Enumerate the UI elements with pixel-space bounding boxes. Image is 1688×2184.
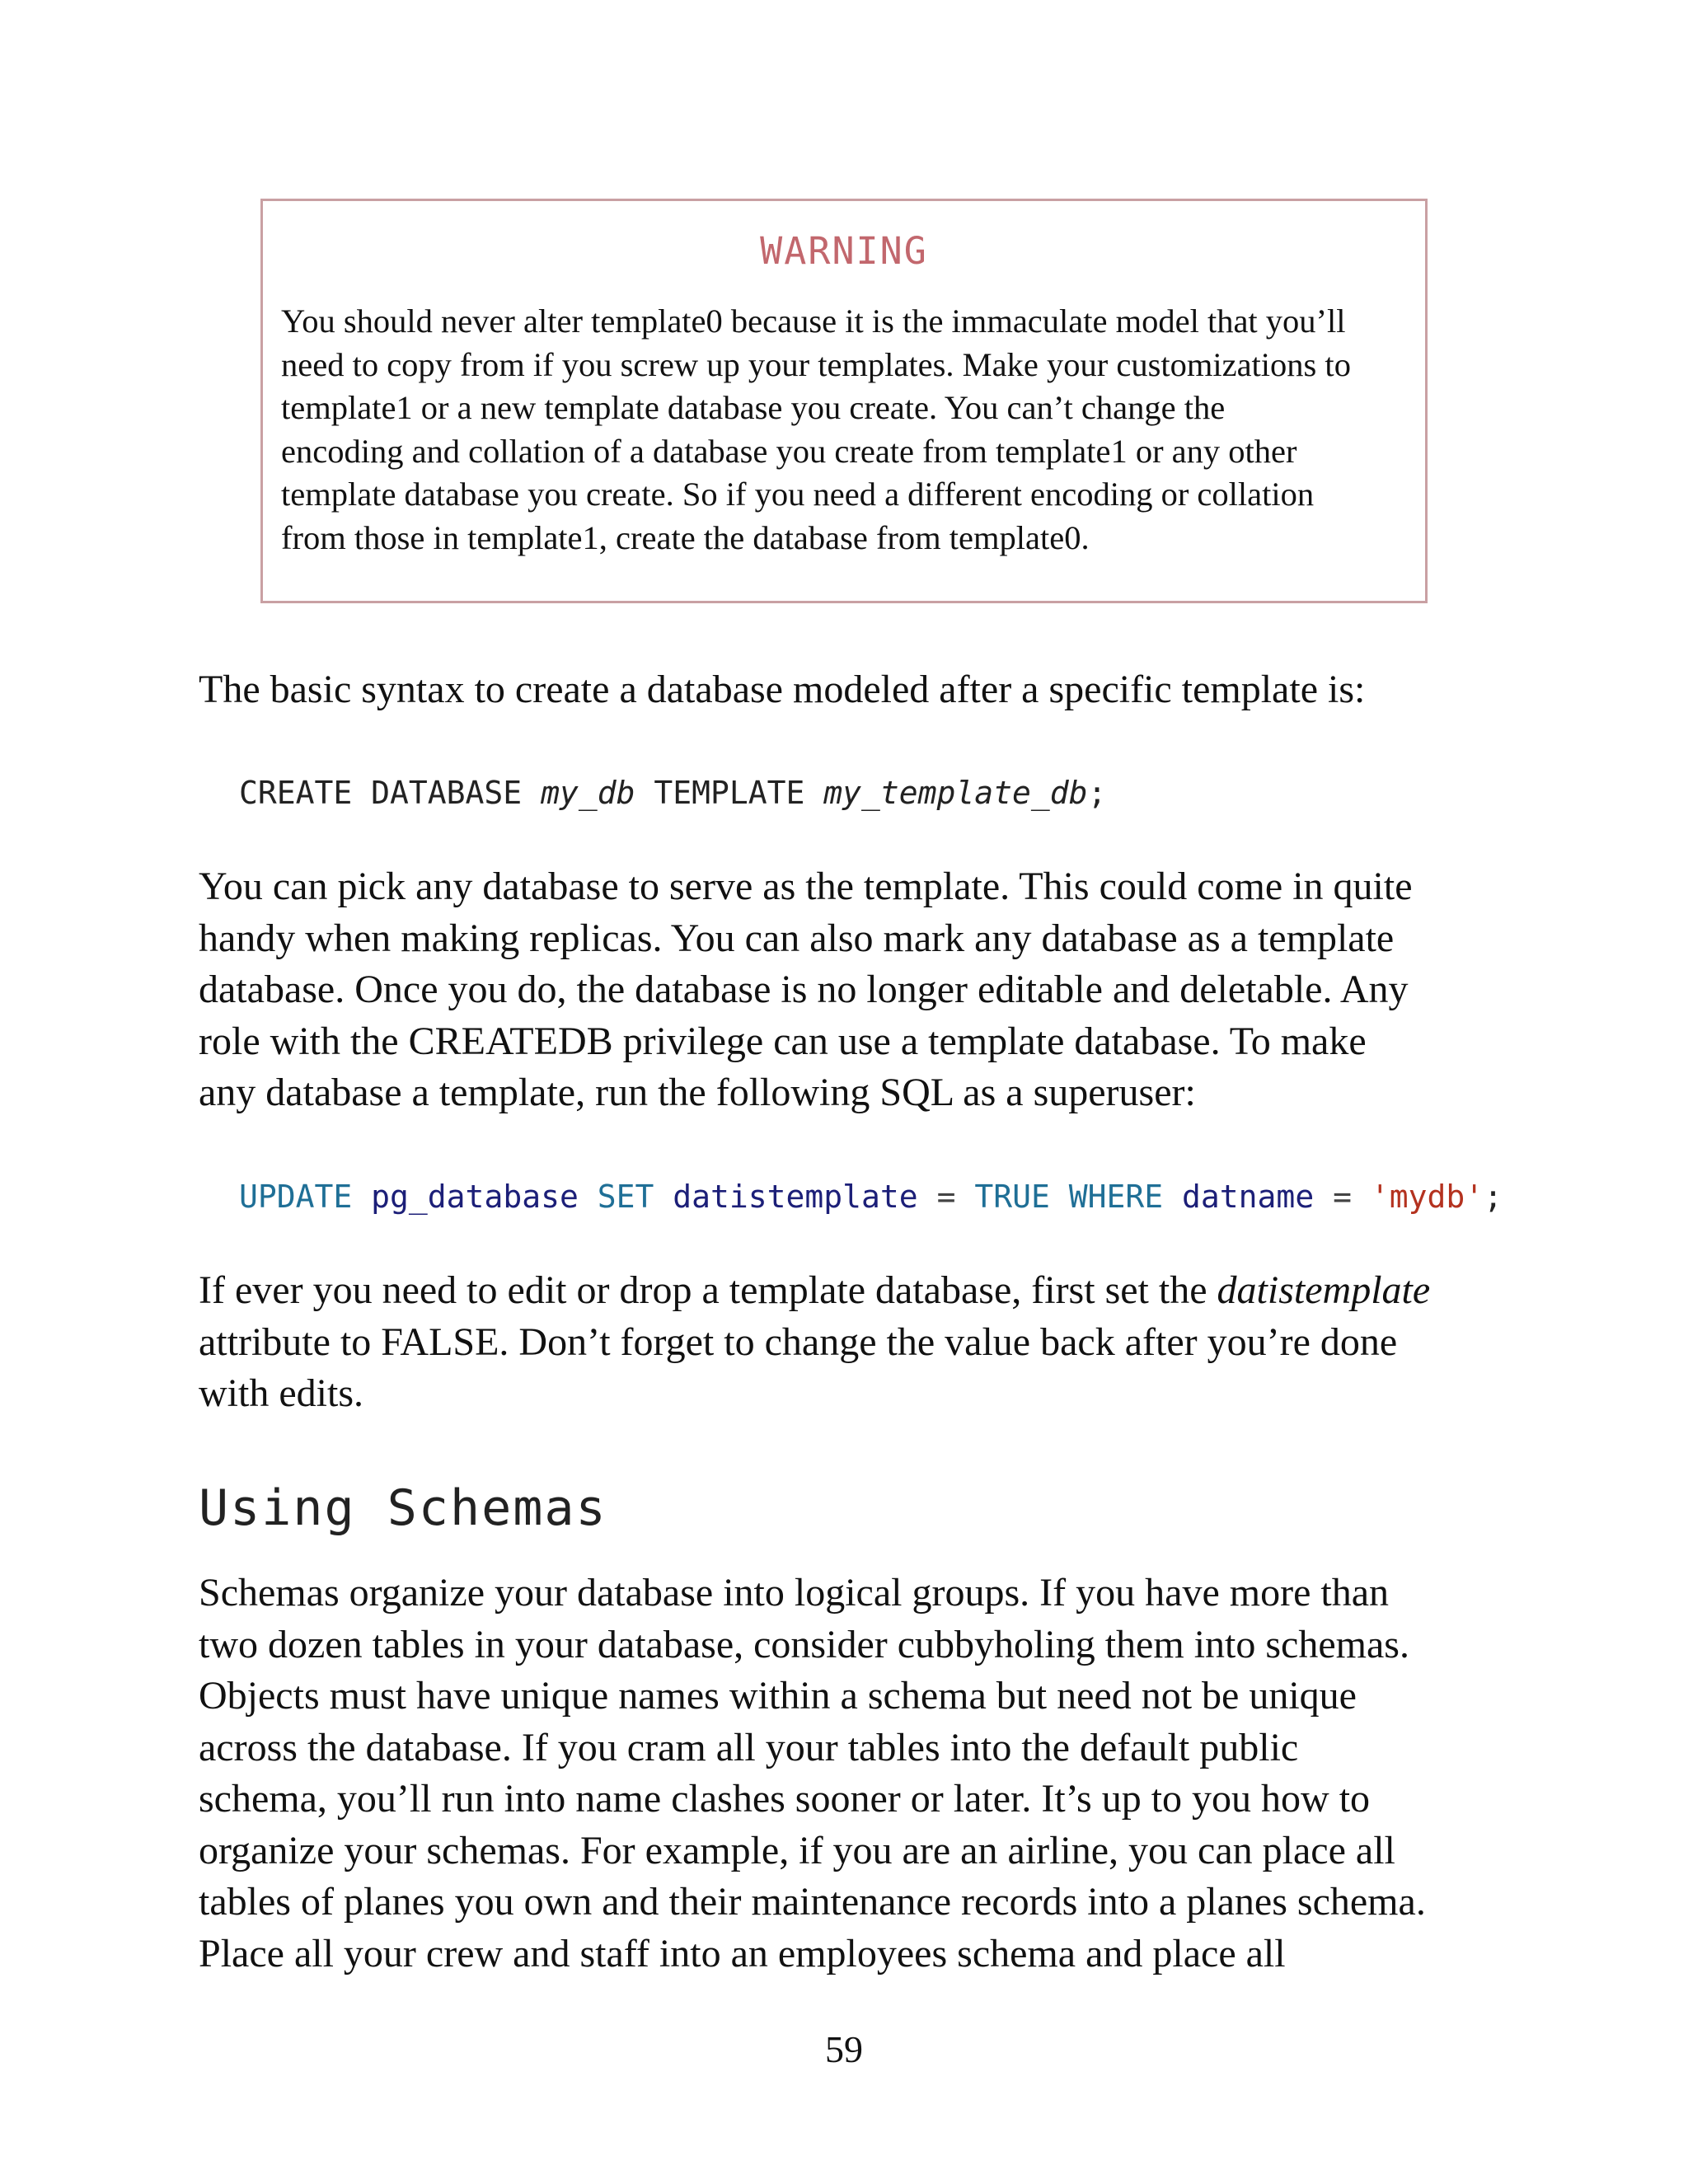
code-update-pg-database	[239, 1176, 1503, 1217]
paragraph-line: any database a template, run the following SQL as a superuser:	[199, 1071, 1196, 1114]
code-keyword: SET	[597, 1179, 654, 1215]
page-number: 59	[825, 2028, 863, 2070]
paragraph-line: organize your schemas. For example, if you are an airline, you can place all	[199, 1828, 1395, 1872]
paragraph-line	[199, 1265, 1430, 1317]
section-heading: Using Schemas	[199, 1479, 607, 1537]
warning-line: encoding and collation of a database you create from template1 or any other	[281, 432, 1297, 470]
code-terminator: ;	[1484, 1179, 1503, 1215]
code-keyword: WHERE	[1068, 1179, 1164, 1215]
paragraph-line: attribute to FALSE. Don’t forget to change the value back after you’re done	[199, 1319, 1398, 1364]
warning-title: WARNING	[760, 229, 928, 273]
code-keyword: UPDATE	[239, 1179, 353, 1215]
code-keyword: CREATE DATABASE	[239, 775, 523, 811]
warning-body	[281, 300, 1418, 560]
paragraph-line: Schemas organize your database into logical groups. If you have more than	[199, 1571, 1390, 1615]
paragraph-line: with edits.	[199, 1371, 363, 1415]
code-identifier: pg_database	[371, 1179, 579, 1215]
paragraph-line: Objects must have unique names within a schema but need not be unique	[199, 1674, 1357, 1718]
warning-line: from those in template1, create the database from template0.	[281, 518, 1090, 556]
code-string: 'mydb'	[1370, 1179, 1484, 1215]
warning-line: template1 or a new template database you create. You can’t change the	[281, 389, 1226, 426]
code-create-database	[239, 772, 1106, 813]
paragraph-datistemplate	[199, 1265, 1430, 1420]
paragraph-line: You can pick any database to serve as the template. This could come in quite	[199, 865, 1413, 908]
code-keyword: TRUE	[974, 1179, 1050, 1215]
code-placeholder: my_template_db	[823, 775, 1088, 811]
paragraph-line: across the database. If you cram all your tables into the default public	[199, 1725, 1299, 1769]
paragraph-schemas	[199, 1568, 1426, 1980]
paragraph-text: If ever you need to edit or drop a template database, first set the	[199, 1268, 1217, 1312]
code-placeholder: my_db	[541, 775, 635, 811]
paragraph-template-syntax-intro	[199, 664, 1365, 716]
paragraph-line: database. Once you do, the database is no longer editable and deletable. Any	[199, 968, 1409, 1011]
emphasis-term: datistemplate	[1217, 1268, 1431, 1312]
warning-line: You should never alter template0 because it is the immaculate model that you’ll	[281, 302, 1346, 340]
paragraph-line: schema, you’ll run into name clashes sooner or later. It’s up to you how to	[199, 1777, 1371, 1821]
warning-line: template database you create. So if you need a different encoding or collation	[281, 476, 1315, 513]
code-terminator: ;	[1087, 775, 1107, 811]
paragraph-template-usage	[199, 861, 1413, 1119]
warning-callout	[260, 199, 1428, 603]
paragraph-line: role with the CREATEDB privilege can use a template database. To make	[199, 1019, 1367, 1063]
code-keyword: TEMPLATE	[654, 775, 805, 811]
code-operator: =	[1333, 1179, 1352, 1215]
warning-line: need to copy from if you screw up your templates. Make your customizations to	[281, 345, 1351, 383]
paragraph-line: The basic syntax to create a database modeled after a specific template is:	[199, 668, 1366, 711]
paragraph-line: tables of planes you own and their maintenance records into a planes schema.	[199, 1880, 1426, 1924]
code-identifier: datname	[1182, 1179, 1315, 1215]
paragraph-line: two dozen tables in your database, consider cubbyholing them into schemas.	[199, 1622, 1409, 1666]
paragraph-line: handy when making replicas. You can also mark any database as a template	[199, 916, 1395, 960]
paragraph-line: Place all your crew and staff into an employees schema and place all	[199, 1931, 1286, 1975]
code-identifier: datistemplate	[673, 1179, 918, 1215]
code-operator: =	[936, 1179, 956, 1215]
